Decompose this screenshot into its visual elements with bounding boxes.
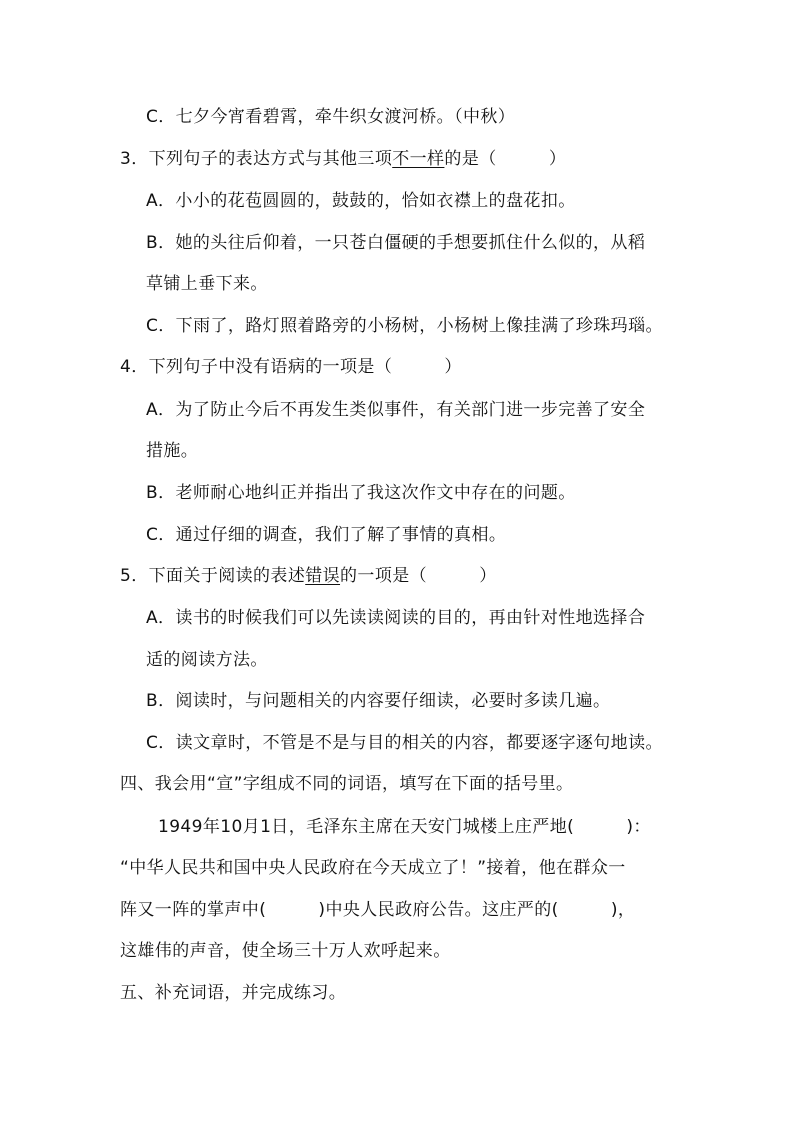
question-3-text: 3．下列句子的表达方式与其他三项	[120, 149, 393, 169]
question-5-underlined: 错误	[305, 566, 341, 586]
q5-option-a: A．读书的时候我们可以先读读阅读的目的，再由针对性地选择合	[146, 608, 646, 628]
q5-option-c: C．读文章时，不管是不是与目的相关的内容，都要逐字逐句地读。	[146, 733, 663, 753]
q3-option-b: B．她的头往后仰着，一只苍白僵硬的手想要抓住什么似的，从稻	[146, 233, 646, 253]
q2-option-c: C．七夕今宵看碧霄，牵牛织女渡河桥。（中秋）	[146, 107, 516, 127]
section-5-heading: 五、补充词语，并完成练习。	[120, 983, 347, 1003]
q4-option-a: A．为了防止今后不再发生类似事件，有关部门进一步完善了安全	[146, 400, 646, 420]
section-4-passage-line-2: “中华人民共和国中央人民政府在今天成立了！”接着，他在群众一	[120, 858, 626, 878]
question-5-blank: 的一项是（ ）	[340, 566, 497, 586]
section-4-passage-line-1: 1949年10月1日，毛泽东主席在天安门城楼上庄严地( )：	[158, 817, 651, 837]
question-5	[120, 565, 690, 587]
q4-option-a-cont: 措施。	[146, 441, 199, 461]
question-3-underlined: 不一样	[392, 149, 445, 169]
q3-option-a: A．小小的花苞圆圆的，鼓鼓的，恰如衣襟上的盘花扣。	[146, 191, 576, 211]
section-4-passage-line-3: 阵又一阵的掌声中( )中央人民政府公告。这庄严的( )，	[120, 900, 636, 920]
section-4-passage-line-4: 这雄伟的声音，使全场三十万人欢呼起来。	[120, 941, 451, 961]
q5-option-b: B．阅读时，与问题相关的内容要仔细读，必要时多读几遍。	[146, 691, 611, 711]
q3-option-b-cont: 草铺上垂下来。	[146, 274, 268, 294]
question-3	[120, 148, 690, 170]
q3-option-c: C．下雨了，路灯照着路旁的小杨树，小杨树上像挂满了珍珠玛瑙。	[146, 316, 663, 336]
question-3-blank: 的是（ ）	[444, 149, 567, 169]
q4-option-b: B．老师耐心地纠正并指出了我这次作文中存在的问题。	[146, 483, 576, 503]
question-5-text: 5．下面关于阅读的表述	[120, 566, 306, 586]
q5-option-a-cont: 适的阅读方法。	[146, 650, 268, 670]
q4-option-c: C．通过仔细的调查，我们了解了事情的真相。	[146, 525, 507, 545]
question-4: 4．下列句子中没有语病的一项是（ ）	[120, 357, 462, 377]
section-4-heading: 四、我会用“宣”字组成不同的词语，填写在下面的括号里。	[120, 774, 574, 794]
